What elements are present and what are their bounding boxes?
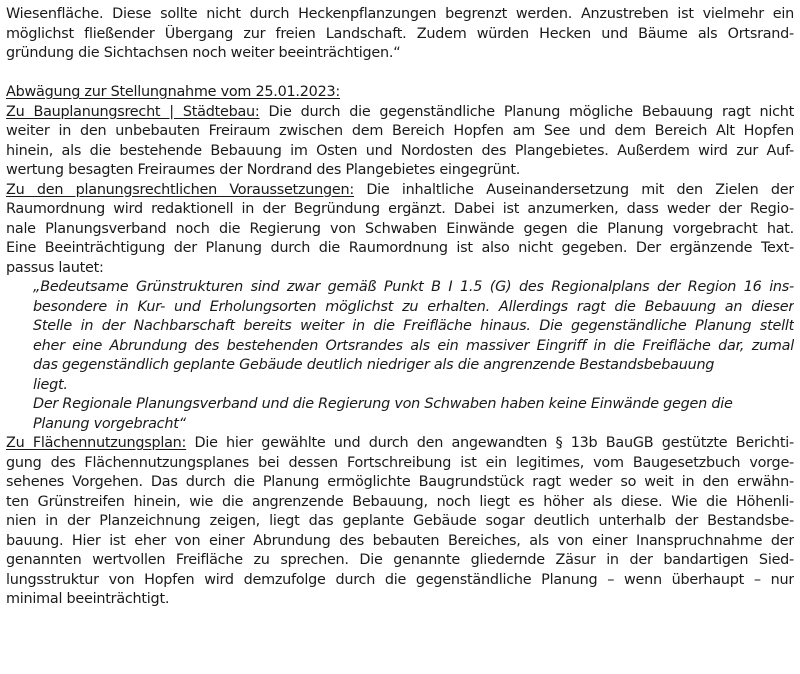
- body-line: ten Grünstreifen hinein, wie die angrenzende Bebauung, noch liegt es höher als diese. Wie die Höhenli-: [6, 493, 794, 510]
- quote-line: besondere in Kur- und Erholungsorten möglichst zu erhalten. Allerdings ragt die Bebauung an dieser: [33, 298, 794, 315]
- body-line: minimal beeinträchtigt.: [6, 591, 170, 607]
- body-line: wertung besagten Freiraumes der Nordrand des Plangebietes eingegrünt.: [6, 162, 521, 178]
- paragraph-gap: [6, 64, 794, 84]
- body-line: hinein, als die bestehende Bebauung im Osten und Nordosten des Plangebietes. Außerdem wird zur Auf-: [6, 142, 794, 159]
- quote-line: Planung vorgebracht“: [33, 415, 186, 432]
- bauplanungsrecht-first-line: [6, 103, 794, 123]
- flaechennutzungsplan-text: Die hier gewählte und durch den angewandten § 13b BauGB gestützte Berichti-: [186, 435, 794, 451]
- section-heading: [6, 83, 794, 103]
- voraussetzungen-label: Zu den planungsrechtlichen Voraussetzungen:: [6, 181, 354, 198]
- body-line: sehenes Vorgehen. Das durch die Planung ermöglichte Baugrundstück ragt weder so weit in den erwähn-: [6, 474, 794, 490]
- heading-text: Abwägung zur Stellungnahme vom 25.01.2023:: [6, 84, 340, 100]
- quote-line: Der Regionale Planungsverband und die Regierung von Schwaben haben keine Einwände gegen die: [33, 396, 733, 412]
- body-line: gung des Flächennutzungsplanes bei dessen Fortschreibung ist ein legitimes, vom Baugesetzbuch vorge-: [6, 454, 794, 471]
- body-line: genannten wertvollen Freifläche zu sprechen. Die genannte gliedernde Zäsur in der bandartigen Sied-: [6, 552, 794, 568]
- bauplanungsrecht-label: Zu Bauplanungsrecht | Städtebau:: [6, 103, 260, 120]
- body-line: Eine Beeinträchtigung der Planung durch die Raumordnung ist also nicht gegeben. Der ergänzende Text-: [6, 240, 794, 256]
- quote-line: liegt.: [33, 376, 68, 393]
- body-line: nale Planungsverband noch die Regierung von Schwaben Einwände gegen die Planung vorgebracht hat.: [6, 220, 794, 237]
- flaechennutzungsplan-first-line: [6, 434, 794, 454]
- flaechennutzungsplan-label: Zu Flächennutzungsplan:: [6, 435, 187, 451]
- intro-line: möglichst fließender Übergang zur freien Landschaft. Zudem würden Hecken und Bäume als Ortsrand-: [6, 25, 794, 42]
- body-line: weiter in den unbebauten Freiraum zwischen dem Bereich Hopfen am See und dem Bereich Alt Hopfen: [6, 123, 794, 139]
- body-line: lungsstruktur von Hopfen wird demzufolge durch die gegenständliche Planung – wenn überhaupt – nur: [6, 571, 794, 588]
- bauplanungsrecht-text: Die durch die gegenständliche Planung mögliche Bebauung ragt nicht: [259, 103, 794, 120]
- voraussetzungen-text: Die inhaltliche Auseinandersetzung mit den Zielen der: [353, 181, 794, 198]
- quote-line: Stelle in der Nachbarschaft bereits weiter in die Freifläche hinaus. Die gegenständliche Planung stellt: [33, 318, 794, 334]
- quote-line: „Bedeutsame Grünstrukturen sind zwar gemäß Punkt B I 1.5 (G) des Regionalplans der Region 16 ins-: [33, 279, 794, 295]
- intro-line: gründung die Sichtachsen noch weiter beeinträchtigen.“: [6, 45, 401, 61]
- voraussetzungen-first-line: [6, 181, 794, 201]
- quote-line: das gegenständlich geplante Gebäude deutlich niedriger als die angrenzende Bestandsbebauung: [33, 357, 715, 373]
- body-line: passus lautet:: [6, 259, 104, 276]
- body-line: nien in der Planzeichnung zeigen, liegt das geplante Gebäude sogar deutlich unterhalb der Bestandsbe-: [6, 513, 794, 529]
- body-line: bauung. Hier ist eher von einer Abrundung des bebauten Bereiches, als von einer Inanspruchnahme der: [6, 532, 794, 549]
- body-line: Raumordnung wird redaktionell in der Begründung ergänzt. Dabei ist anzumerken, dass weder der Regio-: [6, 201, 794, 217]
- quote-line: eher eine Abrundung des bestehenden Ortsrandes als ein massiver Eingriff in die Freifläche dar, zumal: [33, 337, 794, 354]
- intro-line: Wiesenfläche. Diese sollte nicht durch Heckenpflanzungen begrenzt werden. Anzustreben ist vielmehr ein: [6, 6, 794, 22]
